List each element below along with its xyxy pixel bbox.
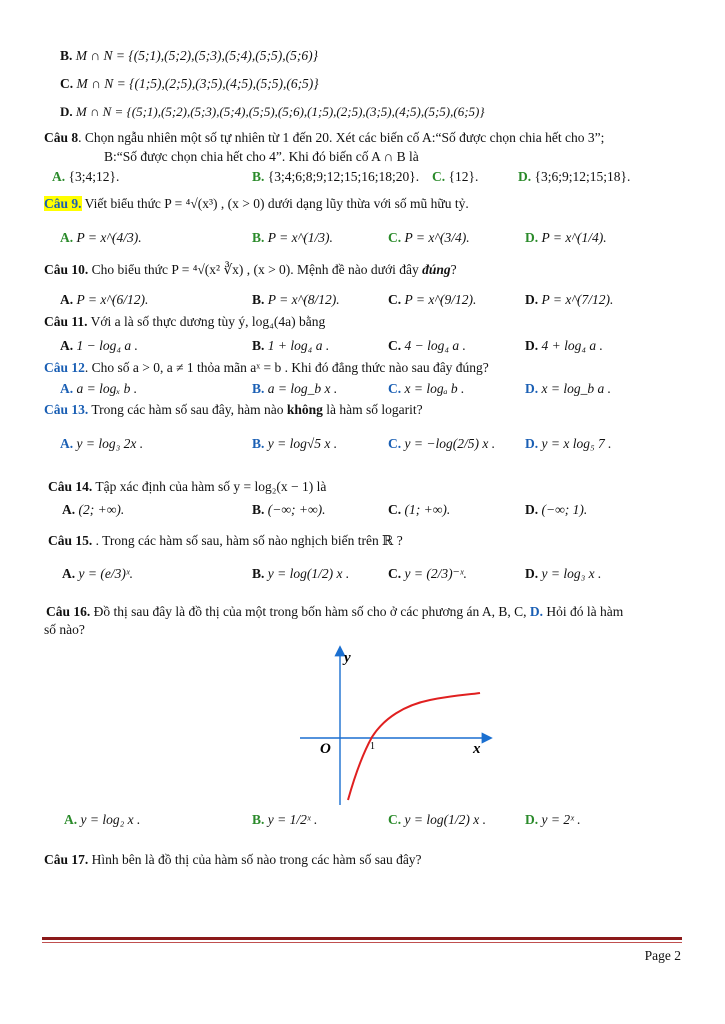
question-number: Câu 17. bbox=[44, 852, 89, 867]
prev-option-c bbox=[60, 76, 319, 92]
question-text: số nào? bbox=[44, 622, 85, 637]
q10-option-c[interactable]: C. P = x^(9/12). bbox=[388, 292, 477, 307]
option-label: C. bbox=[60, 76, 74, 91]
q11-option-d[interactable]: D. 4 + log₄ a . bbox=[525, 338, 603, 353]
question-text: . Trong các hàm số sau, hàm số nào nghịch biến trên ℝ ? bbox=[92, 533, 403, 548]
question-number: Câu 9. bbox=[44, 196, 82, 211]
q10-option-d[interactable]: D. P = x^(7/12). bbox=[525, 292, 614, 307]
q13-option-b[interactable]: B. y = log√5 x . bbox=[252, 436, 338, 451]
q9-option-d[interactable]: D. P = x^(1/4). bbox=[525, 230, 607, 245]
q14-option-b[interactable]: B. (−∞; +∞). bbox=[252, 502, 326, 517]
question-number: Câu 12 bbox=[44, 360, 85, 375]
prev-option-d bbox=[60, 104, 485, 120]
question-14 bbox=[48, 479, 326, 495]
question-15 bbox=[48, 533, 403, 549]
question-9 bbox=[44, 196, 469, 212]
question-11 bbox=[44, 314, 325, 330]
question-number: Câu 11. bbox=[44, 314, 88, 329]
q13-option-d[interactable]: D. y = x log₅ 7 . bbox=[525, 436, 612, 451]
question-number: Câu 10. bbox=[44, 262, 89, 277]
option-label: B. bbox=[60, 48, 73, 63]
q9-option-b[interactable]: B. P = x^(1/3). bbox=[252, 230, 333, 245]
question-number: Câu 14. bbox=[48, 479, 93, 494]
q8-option-a[interactable]: A. {3;4;12}. bbox=[52, 169, 120, 184]
emphasis-text: không bbox=[286, 402, 323, 417]
question-text: Cho biểu thức P = ⁴√(x² ∛x) , (x > 0). Mệnh đề nào dưới đây bbox=[88, 262, 423, 277]
question-number: Câu 13. bbox=[44, 402, 89, 417]
question-text: Tập xác định của hàm số y = log₂(x − 1) là bbox=[92, 479, 327, 494]
q15-option-c[interactable]: C. y = (2/3)⁻ˣ. bbox=[388, 566, 467, 581]
q14-option-d[interactable]: D. (−∞; 1). bbox=[525, 502, 588, 517]
q8-option-c[interactable]: C. {12}. bbox=[432, 169, 479, 184]
q13-option-a[interactable]: A. y = log₃ 2x . bbox=[60, 436, 144, 451]
question-text: B:“Số được chọn chia hết cho 4”. Khi đó biến cố A ∩ B là bbox=[104, 149, 419, 164]
question-number: Câu 16. bbox=[46, 604, 91, 619]
q14-option-a[interactable]: A. (2; +∞). bbox=[62, 502, 125, 517]
q11-option-a[interactable]: A. 1 − log₄ a . bbox=[60, 338, 138, 353]
q12-option-a[interactable]: A. a = logₓ b . bbox=[60, 381, 138, 396]
q13-option-c[interactable]: C. y = −log(2/5) x . bbox=[388, 436, 496, 451]
question-text: Viết biểu thức P = ⁴√(x³) , (x > 0) dưới dạng lũy thừa với số mũ hữu tỷ. bbox=[81, 196, 469, 211]
q14-option-c[interactable]: C. (1; +∞). bbox=[388, 502, 451, 517]
q15-option-b[interactable]: B. y = log(1/2) x . bbox=[252, 566, 350, 581]
function-graph bbox=[280, 640, 500, 810]
q9-option-a[interactable]: A. P = x^(4/3). bbox=[60, 230, 142, 245]
question-text: . Cho số a > 0, a ≠ 1 thỏa mãn aˣ = b . Khi đó đẳng thức nào sau đây đúng? bbox=[84, 360, 489, 375]
q11-option-c[interactable]: C. 4 − log₄ a . bbox=[388, 338, 466, 353]
question-8-line2 bbox=[104, 149, 419, 165]
q10-option-b[interactable]: B. P = x^(8/12). bbox=[252, 292, 340, 307]
q10-option-a[interactable]: A. P = x^(6/12). bbox=[60, 292, 149, 307]
emphasis-text: đúng bbox=[422, 262, 451, 277]
q16-option-c[interactable]: C. y = log(1/2) x . bbox=[388, 812, 486, 827]
q12-option-c[interactable]: C. x = logₐ b . bbox=[388, 381, 465, 396]
origin-label: O bbox=[320, 741, 331, 757]
q8-option-d[interactable]: D. {3;6;9;12;15;18}. bbox=[518, 169, 631, 184]
question-12 bbox=[44, 360, 489, 376]
q16-option-b[interactable]: B. y = 1/2ˣ . bbox=[252, 812, 318, 827]
question-text: Đồ thị sau đây là đồ thị của một trong bốn hàm số cho ở các phương án A, B, C, bbox=[90, 604, 530, 619]
question-number: Câu 15. bbox=[48, 533, 93, 548]
q11-option-b[interactable]: B. 1 + log₄ a . bbox=[252, 338, 330, 353]
q16-option-d[interactable]: D. y = 2ˣ . bbox=[525, 812, 581, 827]
option-label: D. bbox=[60, 104, 73, 119]
q12-option-d[interactable]: D. x = log_b a . bbox=[525, 381, 611, 396]
prev-option-b bbox=[60, 48, 318, 64]
footer-divider bbox=[42, 937, 682, 940]
q8-option-b[interactable]: B. {3;4;6;8;9;12;15;16;18;20}. bbox=[252, 169, 420, 184]
page-number: Page 2 bbox=[644, 948, 681, 963]
tick-label: 1 bbox=[370, 741, 375, 752]
q9-option-c[interactable]: C. P = x^(3/4). bbox=[388, 230, 470, 245]
question-16: Câu 16. Đồ thị sau đây là đồ thị của một trong bốn hàm số cho ở các phương án A, B, C, D. Hỏi đó là hàm bbox=[46, 604, 624, 619]
question-number: Câu 8 bbox=[44, 130, 79, 145]
question-text: . Chọn ngẫu nhiên một số tự nhiên từ 1 đến 20. Xét các biến cố A:“Số được chọn chia hết cho 3”; bbox=[78, 130, 605, 145]
question-13: Câu 13. Trong các hàm số sau đây, hàm nào không là hàm số logarit? bbox=[44, 402, 423, 417]
q16-option-a[interactable]: A. y = log₂ x . bbox=[64, 812, 141, 827]
option-text: M ∩ N = {(1;5),(2;5),(3;5),(4;5),(5;5),(6;5)} bbox=[76, 76, 319, 91]
q15-option-d[interactable]: D. y = log₃ x . bbox=[525, 566, 602, 581]
question-text: Với a là số thực dương tùy ý, log₄(4a) bằng bbox=[87, 314, 326, 329]
question-17 bbox=[44, 852, 422, 868]
question-text: Hình bên là đồ thị của hàm số nào trong các hàm số sau đây? bbox=[88, 852, 422, 867]
option-text: M ∩ N = {(5;1),(5;2),(5;3),(5;4),(5;5),(5;6),(1;5),(2;5),(3;5),(4;5),(5;5),(6;5)} bbox=[75, 104, 485, 119]
y-axis-label: y bbox=[344, 650, 351, 666]
function-curve bbox=[348, 693, 480, 800]
question-16-line2 bbox=[44, 622, 85, 638]
question-text: Trong các hàm số sau đây, hàm nào bbox=[88, 402, 287, 417]
footer-divider-thin bbox=[42, 942, 682, 943]
question-8 bbox=[44, 130, 604, 146]
x-axis-label: x bbox=[473, 741, 481, 757]
q15-option-a[interactable]: A. y = (e/3)ˣ. bbox=[62, 566, 134, 581]
q12-option-b[interactable]: B. a = log_b x . bbox=[252, 381, 338, 396]
option-text: M ∩ N = {(5;1),(5;2),(5;3),(5;4),(5;5),(5;6)} bbox=[75, 48, 318, 63]
question-10: Câu 10. Cho biểu thức P = ⁴√(x² ∛x) , (x > 0). Mệnh đề nào dưới đây đúng? bbox=[44, 262, 457, 277]
